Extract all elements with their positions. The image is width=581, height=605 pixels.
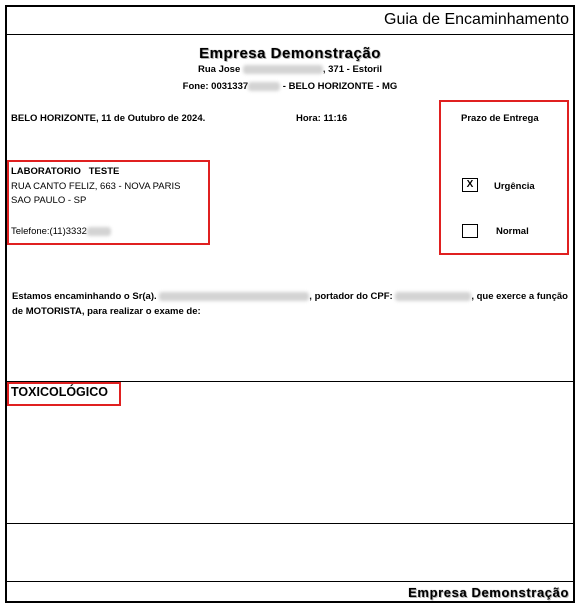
urgency-checkbox[interactable]: X <box>462 178 478 192</box>
normal-checkbox[interactable] <box>462 224 478 238</box>
referral-part2: , portador do CPF: <box>309 291 393 302</box>
laboratory-name: LABORATORIO TESTE <box>11 166 120 177</box>
redacted-person-name <box>159 292 309 301</box>
place-date: BELO HORIZONTE, 11 de Outubro de 2024. <box>11 113 206 124</box>
laboratory-address: RUA CANTO FELIZ, 663 - NOVA PARIS <box>11 181 181 192</box>
normal-label: Normal <box>496 226 529 237</box>
phone-suffix: - BELO HORIZONTE - MG <box>280 81 398 92</box>
company-phone <box>7 81 573 92</box>
header-divider <box>7 34 573 35</box>
document-title: Guia de Encaminhamento <box>384 11 569 28</box>
footer-company-name: Empresa Demonstração <box>408 585 569 600</box>
footer-divider <box>7 581 573 582</box>
company-name-header: Empresa Demonstração <box>199 45 381 62</box>
redacted-address <box>243 65 323 74</box>
laboratory-phone <box>11 226 111 237</box>
lower-divider <box>7 523 573 524</box>
referral-text <box>12 289 572 319</box>
issue-time: Hora: 11:16 <box>296 113 348 124</box>
referral-part1: Estamos encaminhando o Sr(a). <box>12 291 157 302</box>
urgency-label: Urgência <box>494 181 535 192</box>
redacted-cpf <box>395 292 471 301</box>
laboratory-phone-prefix: Telefone:(11)3332 <box>11 226 87 237</box>
laboratory-city: SAO PAULO - SP <box>11 195 87 206</box>
redacted-lab-phone <box>87 227 111 236</box>
redacted-phone <box>248 82 280 91</box>
delivery-title: Prazo de Entrega <box>461 113 539 124</box>
address-prefix: Rua Jose <box>197 64 241 75</box>
address-suffix: , 371 - Estoril <box>322 64 383 75</box>
phone-prefix: Fone: 0031337 <box>182 81 249 92</box>
company-address <box>7 64 573 75</box>
referral-document <box>5 5 575 603</box>
referral-part3: , que exerce a função de MOTORISTA, para realizar o exame de: <box>12 291 568 317</box>
exam-name: TOXICOLÓGICO <box>11 385 108 399</box>
